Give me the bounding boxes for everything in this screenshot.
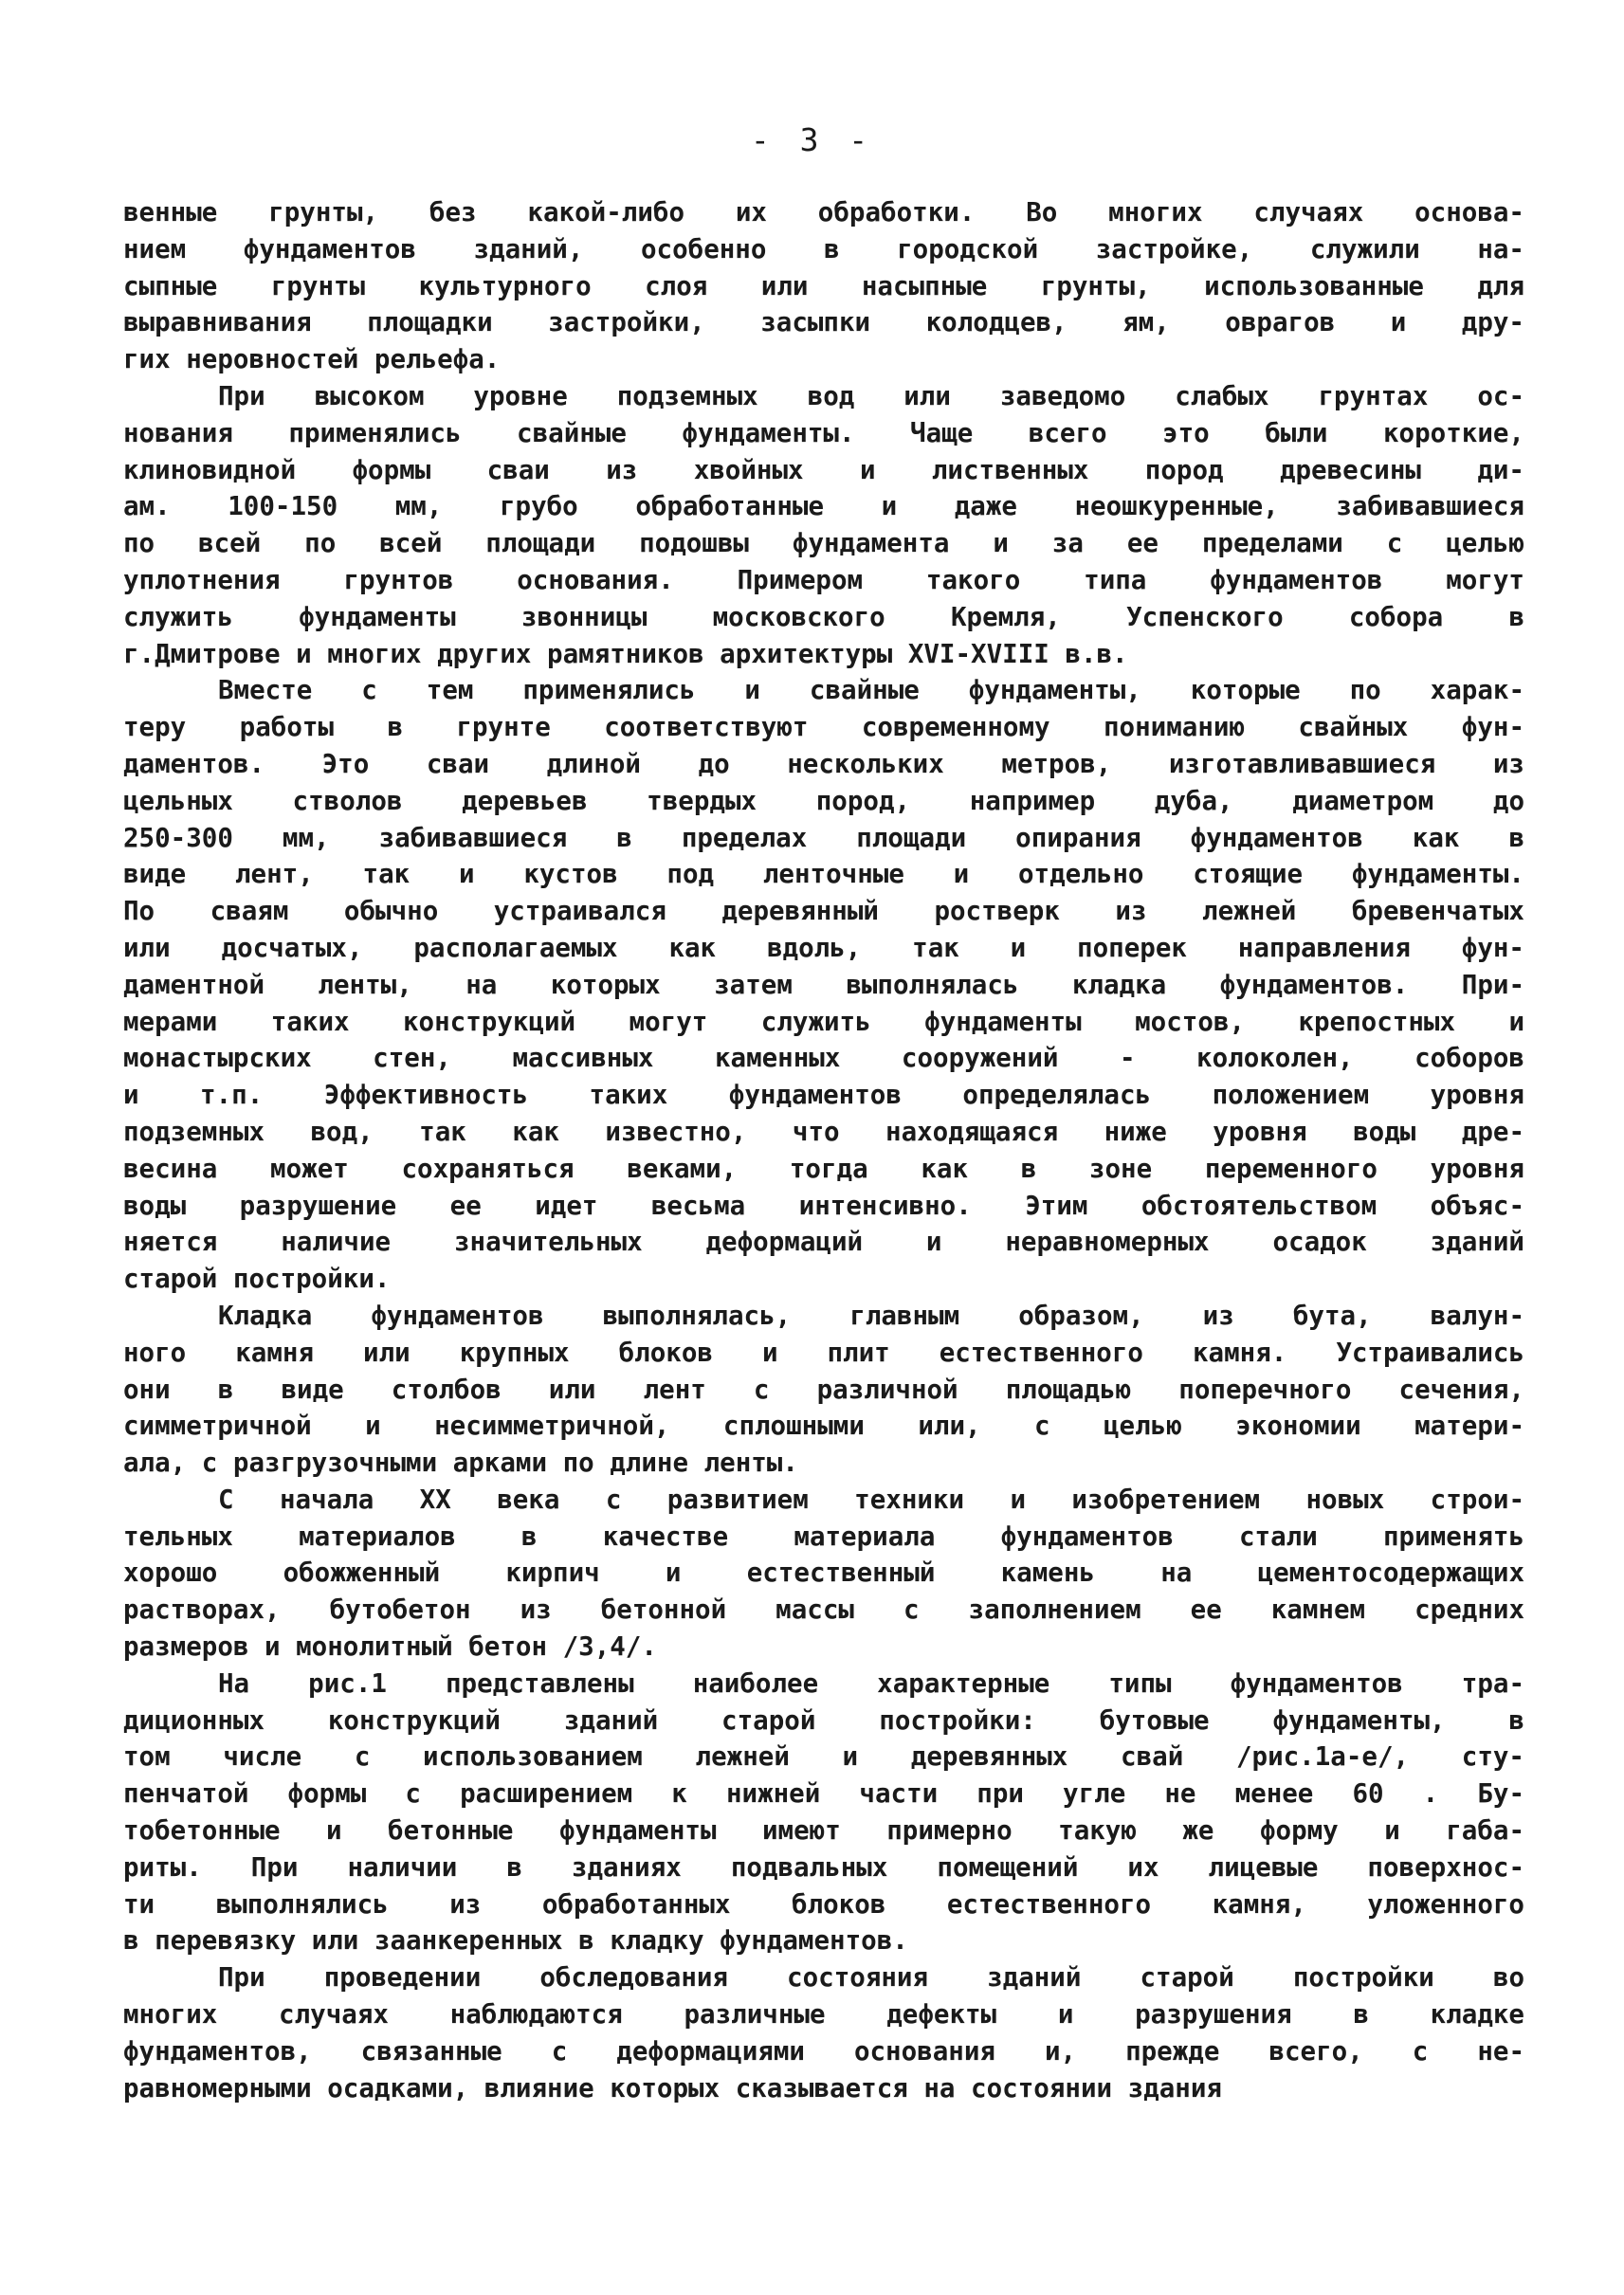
text-line: клиновидной формы сваи из хвойных и лиственных пород древесины ди- xyxy=(123,454,1524,485)
text-line: 250-300 мм, забивавшиеся в пределах площади опирания фундаментов как в xyxy=(123,822,1524,853)
text-line: служить фундаменты звонницы московского Кремля, Успенского собора в xyxy=(123,601,1524,632)
text-line: подземных вод, так как известно, что находящаяся ниже уровня воды дре- xyxy=(123,1116,1524,1147)
text-line: пенчатой формы с расширением к нижней части при угле не менее 60 . Бу- xyxy=(123,1778,1524,1810)
text-line: гих неровностей рельефа. xyxy=(123,344,501,375)
text-line: ала, с разгрузочными арками по длине ленты. xyxy=(123,1448,798,1479)
text-line: Кладка фундаментов выполнялась, главным образом, из бута, валун- xyxy=(218,1300,1524,1331)
text-line: сыпные грунты культурного слоя или насыпные грунты, использованные для xyxy=(123,270,1524,301)
text-line: растворах, бутобетон из бетонной массы с заполнением ее камнем средних xyxy=(123,1594,1524,1626)
text-line: по всей по всей площади подошвы фундамента и за ее пределами с целью xyxy=(123,528,1524,559)
text-line: старой постройки. xyxy=(123,1264,391,1295)
text-line: нования применялись свайные фундаменты. Чаще всего это были короткие, xyxy=(123,417,1524,448)
text-line: Вместе с тем применялись и свайные фундаменты, которые по харак- xyxy=(218,675,1524,706)
paragraph xyxy=(123,1959,1524,2106)
text-line: в перевязку или заанкеренных в кладку фундаментов. xyxy=(123,1925,908,1957)
text-line: даментов. Это сваи длиной до нескольких метров, изготавливавшиеся из xyxy=(123,748,1524,779)
text-line: ам. 100-150 мм, грубо обработанные и даже неошкуренные, забивавшиеся xyxy=(123,491,1524,522)
paragraph xyxy=(123,1482,1524,1666)
paragraph xyxy=(123,672,1524,1298)
text-line: весина может сохраняться веками, тогда как в зоне переменного уровня xyxy=(123,1153,1524,1184)
text-line: На рис.1 представлены наиболее характерные типы фундаментов тра- xyxy=(218,1667,1524,1699)
text-line: г.Дмитрове и многих других рамятников архитектуры XVI-XVIII в.в. xyxy=(123,638,1128,669)
paragraph xyxy=(123,378,1524,672)
text-line: выравнивания площадки застройки, засыпки колодцев, ям, оврагов и дру- xyxy=(123,307,1524,338)
text-line: теру работы в грунте соответствуют современному пониманию свайных фун- xyxy=(123,712,1524,743)
text-line: монастырских стен, массивных каменных сооружений - колоколен, соборов xyxy=(123,1043,1524,1074)
text-line: диционных конструкций зданий старой постройки: бутовые фундаменты, в xyxy=(123,1704,1524,1736)
text-line: или досчатых, располагаемых как вдоль, так и поперек направления фун- xyxy=(123,932,1524,963)
paragraph xyxy=(123,1666,1524,1959)
text-line: При высоком уровне подземных вод или заведомо слабых грунтах ос- xyxy=(218,380,1524,411)
text-line: хорошо обожженный кирпич и естественный камень на цементосодержащих xyxy=(123,1557,1524,1589)
text-line: многих случаях наблюдаются различные дефекты и разрушения в кладке xyxy=(123,1999,1524,2031)
text-line: С начала XX века с развитием техники и изобретением новых строи- xyxy=(218,1484,1524,1515)
text-line: они в виде столбов или лент с различной площадью поперечного сечения, xyxy=(123,1374,1524,1405)
text-line: и т.п. Эффективность таких фундаментов определялась положением уровня xyxy=(123,1080,1524,1111)
text-line: размеров и монолитный бетон /3,4/. xyxy=(123,1631,657,1663)
text-line: При проведении обследования состояния зданий старой постройки во xyxy=(218,1962,1524,1994)
text-line: венные грунты, без какой-либо их обработки. Во многих случаях основа- xyxy=(123,197,1524,228)
text-line: том числе с использованием лежней и деревянных свай /рис.1а-е/, сту- xyxy=(123,1741,1524,1773)
text-line: даментной ленты, на которых затем выполнялась кладка фундаментов. При- xyxy=(123,969,1524,1000)
body-text xyxy=(123,194,1524,2106)
text-line: ного камня или крупных блоков и плит естественного камня. Устраивались xyxy=(123,1337,1524,1368)
text-line: тельных материалов в качестве материала фундаментов стали применять xyxy=(123,1521,1524,1552)
paragraph xyxy=(123,194,1524,378)
text-line: воды разрушение ее идет весьма интенсивно. Этим обстоятельством объяс- xyxy=(123,1190,1524,1221)
text-line: няется наличие значительных деформаций и неравномерных осадок зданий xyxy=(123,1227,1524,1258)
text-line: По сваям обычно устраивался деревянный ростверк из лежней бревенчатых xyxy=(123,896,1524,927)
text-line: уплотнения грунтов основания. Примером такого типа фундаментов могут xyxy=(123,564,1524,595)
text-line: тобетонные и бетонные фундаменты имеют примерно такую же форму и габа- xyxy=(123,1815,1524,1847)
text-line: симметричной и несимметричной, сплошными или, с целью экономии матери- xyxy=(123,1411,1524,1442)
text-line: риты. При наличии в зданиях подвальных помещений их лицевые поверхнос- xyxy=(123,1851,1524,1883)
text-line: фундаментов, связанные с деформациями основания и, прежде всего, с не- xyxy=(123,2035,1524,2067)
page-number: - 3 - xyxy=(750,121,874,158)
text-line: мерами таких конструкций могут служить фундаменты мостов, крепостных и xyxy=(123,1006,1524,1037)
text-line: виде лент, так и кустов под ленточные и отдельно стоящие фундаменты. xyxy=(123,859,1524,890)
text-line: нием фундаментов зданий, особенно в городской застройке, служили на- xyxy=(123,233,1524,264)
text-line: цельных стволов деревьев твердых пород, например дуба, диаметром до xyxy=(123,785,1524,816)
text-line: равномерными осадками, влияние которых сказывается на состоянии здания xyxy=(123,2072,1222,2104)
text-line: ти выполнялись из обработанных блоков естественного камня, уложенного xyxy=(123,1888,1524,1920)
paragraph xyxy=(123,1298,1524,1482)
